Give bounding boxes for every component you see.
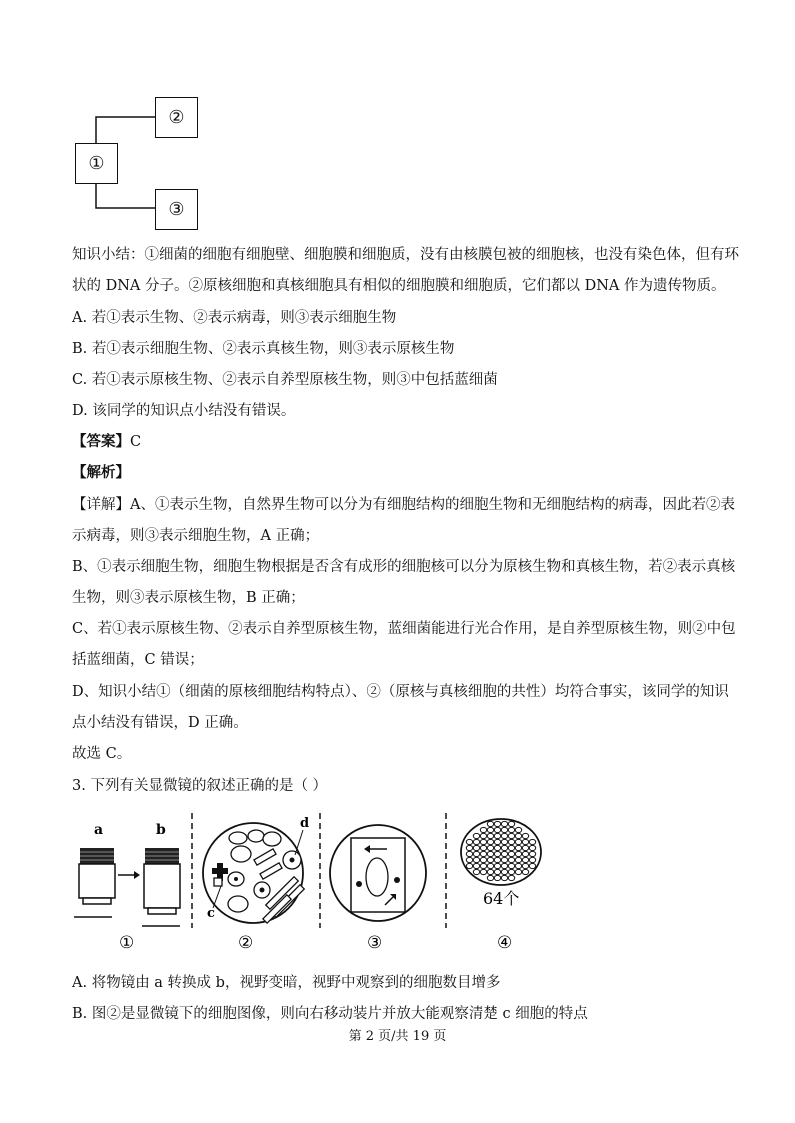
small-cell [508,845,514,850]
small-cell [494,875,500,880]
small-cell [466,839,472,844]
small-cell [501,827,507,832]
small-cell [473,869,479,874]
detail-line-2: 示病毒，则③表示细胞生物，A 正确； [72,528,320,544]
q3-option-b: B. 图②是显微镜下的细胞图像，则向右移动装片并放大能观察清楚 c 细胞的特点 [72,1006,588,1022]
small-cell [529,851,535,856]
small-cell [494,845,500,850]
small-cell [515,845,521,850]
diagram-box-1: ① [75,143,118,184]
answer-value: C [130,434,142,450]
small-cell [494,827,500,832]
cell-field-view [203,816,309,923]
q2-option-a: A. 若①表示生物、②表示病毒，则③表示细胞生物 [72,310,397,326]
small-cell [480,839,486,844]
small-cell [473,857,479,862]
small-cell [515,839,521,844]
small-cell [515,869,521,874]
small-cell [522,845,528,850]
small-cell [487,845,493,850]
cell-count: 64个 [483,889,520,908]
detail-line-5: C、若①表示原核生物、②表示自养型原核生物，蓝细菌能进行光合作用，是自养型原核生物，则②中包 [72,621,736,637]
small-cell [522,839,528,844]
small-cell [508,863,514,868]
small-cell [466,845,472,850]
q3-option-a: A. 将物镜由 a 转换成 b，视野变暗，视野中观察到的细胞数目增多 [72,975,501,991]
answer-line [72,432,141,452]
small-cell [494,851,500,856]
small-cell [480,833,486,838]
small-cell [487,869,493,874]
small-cell [487,821,493,826]
q2-option-b: B. 若①表示细胞生物、②表示真核生物，则③表示原核生物 [72,341,455,357]
q2-option-d: D. 该同学的知识点小结没有错误。 [72,403,296,419]
small-cell [522,833,528,838]
small-cell [487,863,493,868]
detail-line-7: D、知识小结①（细菌的原核细胞结构特点）、②（原核与真核细胞的共性）均符合事实，该同学的知识 [72,684,729,700]
lens-a-label: a [94,822,104,838]
detail-line-6: 括蓝细菌，C 错误； [72,652,204,668]
small-cell [501,851,507,856]
small-cell [515,863,521,868]
small-cell [522,851,528,856]
small-cell [487,827,493,832]
microscope-figure [0,808,795,958]
small-cell [487,851,493,856]
small-cell [508,875,514,880]
small-cell [494,863,500,868]
small-cell [508,833,514,838]
small-cell [522,863,528,868]
small-cell [529,863,535,868]
small-cell [508,839,514,844]
small-cell [515,827,521,832]
panel-2-label: ② [238,933,254,953]
small-cell [480,851,486,856]
small-cell [508,869,514,874]
slide-view [330,825,426,921]
small-cell [494,821,500,826]
small-cell [522,857,528,862]
small-cell [480,857,486,862]
small-cell [508,857,514,862]
small-cell [473,833,479,838]
small-cell [501,821,507,826]
label-d: d [300,816,310,831]
small-cell [508,821,514,826]
small-cell [494,833,500,838]
small-cell [466,851,472,856]
q3-stem: 3. 下列有关显微镜的叙述正确的是（ ） [72,778,328,794]
small-cell [487,857,493,862]
small-cell [508,851,514,856]
detail-line-8: 点小结没有错误，D 正确。 [72,715,248,731]
detail-line-1: 【详解】A、①表示生物，自然界生物可以分为有细胞结构的细胞生物和无细胞结构的病毒，因此若②表 [72,497,735,513]
lens-b-label: b [156,822,166,838]
small-cell [473,839,479,844]
dense-cell-view [461,819,541,908]
small-cell [501,845,507,850]
detail-line-9: 故选 C。 [72,746,132,762]
diagram-box-2: ② [155,97,198,138]
objective-lenses [74,822,180,926]
small-cell [522,869,528,874]
small-cell [487,875,493,880]
label-c: c [207,906,215,921]
small-cell [494,869,500,874]
small-cell [501,863,507,868]
small-cell [494,839,500,844]
small-cell [473,845,479,850]
small-cell [501,869,507,874]
small-cell [501,833,507,838]
detail-line-3: B、①表示细胞生物，细胞生物根据是否含有成形的细胞核可以分为原核生物和真核生物，若②表示真核 [72,559,736,575]
small-cell [501,839,507,844]
summary-line-2: 状的 DNA 分子。②原核细胞和真核细胞具有相似的细胞膜和细胞质，它们都以 DNA 作为遗传物质。 [72,278,726,294]
small-cell [473,863,479,868]
small-cell [515,857,521,862]
small-cell [501,857,507,862]
small-cell [487,839,493,844]
panel-4-label: ④ [497,933,513,953]
small-cell [529,845,535,850]
answer-label: 【答案】 [72,433,130,450]
diagram-box-3: ③ [155,189,198,230]
panel-1-label: ① [119,933,135,953]
small-cell [515,833,521,838]
q2-option-c: C. 若①表示原核生物、②表示自养型原核生物，则③中包括蓝细菌 [72,372,498,388]
small-cell [529,839,535,844]
small-cell [487,833,493,838]
analysis-label: 【解析】 [72,464,130,481]
small-cell [515,851,521,856]
diagram-connectors [0,0,795,240]
small-cell [473,851,479,856]
small-cell [480,863,486,868]
small-cell [466,857,472,862]
small-cell [529,857,535,862]
small-cell [480,845,486,850]
small-cell [494,857,500,862]
small-cell [480,869,486,874]
summary-line-1: 知识小结：①细菌的细胞有细胞壁、细胞膜和细胞质，没有由核膜包被的细胞核，也没有染色体，但有环 [72,247,739,263]
small-cell [480,827,486,832]
small-cell [501,875,507,880]
panel-3-label: ③ [367,933,383,953]
detail-line-4: 生物，则③表示原核生物，B 正确； [72,590,305,606]
small-cell [508,827,514,832]
small-cell [466,863,472,868]
page-footer: 第 2 页/共 19 页 [348,1029,447,1044]
